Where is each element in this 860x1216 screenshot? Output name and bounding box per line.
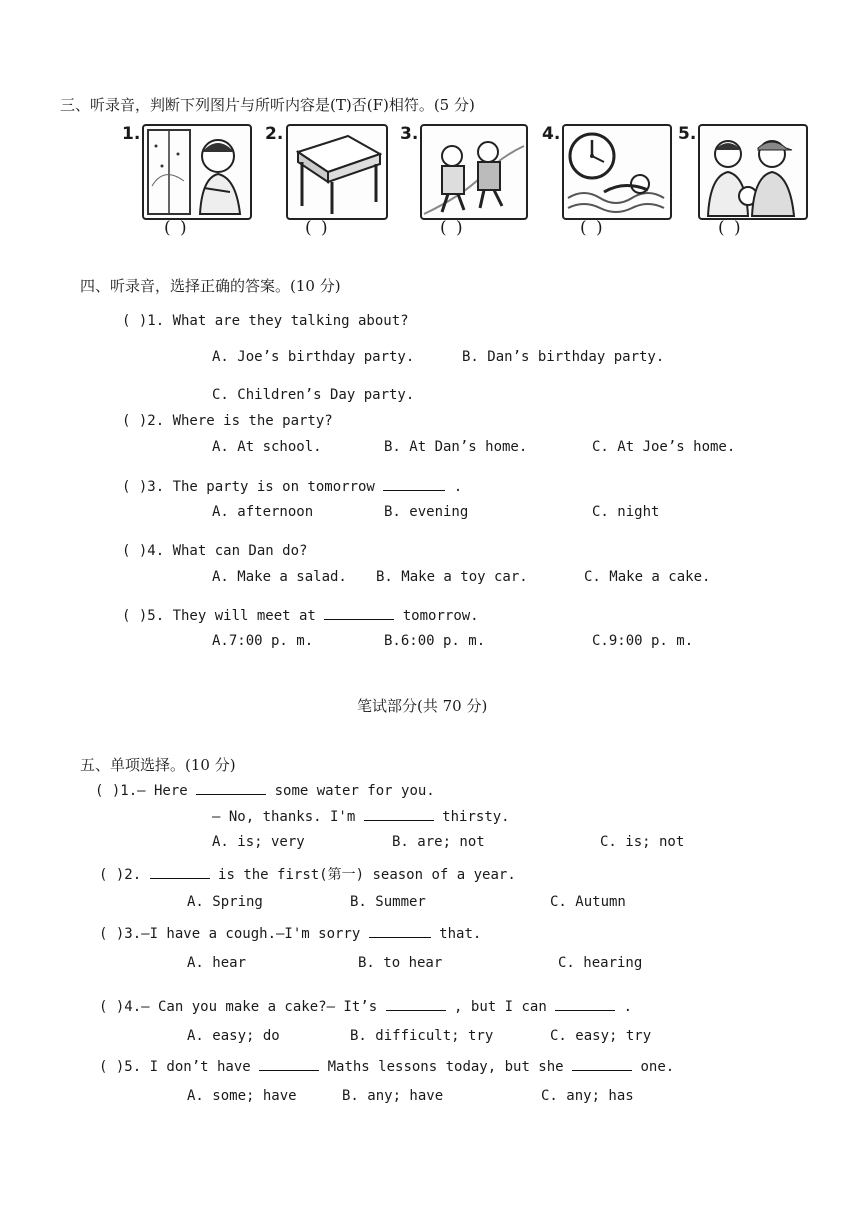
s4-question-1: ( )1. What are they talking about?	[122, 313, 409, 329]
s5-q1-blank-2[interactable]	[364, 808, 434, 821]
s5-q2-option-a[interactable]: A. Spring	[187, 894, 263, 910]
s5-q4-blank-1[interactable]	[386, 998, 446, 1011]
picture-2	[286, 124, 388, 220]
s5-question-1	[95, 782, 435, 799]
s4-question-3	[122, 478, 462, 495]
answer-paren-3[interactable]: ( )	[440, 218, 465, 238]
s5-q3-text: ( )3.—I have a cough.—I'm sorry	[99, 926, 361, 942]
s5-q2-option-b[interactable]: B. Summer	[350, 894, 426, 910]
picture-4	[562, 124, 672, 220]
section3-title: 三、听录音，判断下列图片与所听内容是(T)否(F)相符。(5 分)	[60, 96, 475, 114]
s5-question-2	[99, 864, 516, 884]
s5-q4-option-a[interactable]: A. easy; do	[187, 1028, 280, 1044]
s4-q4-option-b[interactable]: B. Make a toy car.	[376, 569, 528, 585]
s5-q4-option-b[interactable]: B. difficult; try	[350, 1028, 494, 1044]
s4-question-2: ( )2. Where is the party?	[122, 413, 333, 429]
hikers-icon	[422, 126, 526, 218]
answer-paren-4[interactable]: ( )	[580, 218, 605, 238]
s5-q3-option-a[interactable]: A. hear	[187, 955, 247, 971]
s4-q5-blank[interactable]	[324, 607, 394, 620]
s5-q4-text: ( )4.— Can you make a cake?— It’s	[99, 999, 378, 1015]
s4-q2-option-c[interactable]: C. At Joe’s home.	[592, 439, 736, 455]
s5-q4-blank-2[interactable]	[555, 998, 615, 1011]
s5-q1-option-c[interactable]: C. is; not	[600, 834, 685, 850]
picture-number-3: 3.	[400, 124, 419, 144]
s5-q5-option-c[interactable]: C. any; has	[541, 1088, 634, 1104]
s4-q3-end: .	[453, 479, 463, 495]
picture-5	[698, 124, 808, 220]
s5-q5-text-2: Maths lessons today, but she	[327, 1059, 564, 1075]
s4-q5-text: ( )5. They will meet at	[122, 608, 316, 624]
s5-q3-blank[interactable]	[369, 925, 431, 938]
picture-number-1: 1.	[122, 124, 141, 144]
s5-q5-end: one.	[640, 1059, 675, 1075]
s5-question-4	[99, 998, 632, 1015]
s5-q1-text-2: some water for you.	[274, 783, 435, 799]
written-part-title: 笔试部分(共 70 分)	[357, 697, 488, 715]
s5-q5-text: ( )5. I don’t have	[99, 1059, 251, 1075]
answer-paren-2[interactable]: ( )	[305, 218, 330, 238]
s5-q5-blank-1[interactable]	[259, 1058, 319, 1071]
desk-icon	[288, 126, 386, 218]
s5-q5-option-b[interactable]: B. any; have	[342, 1088, 444, 1104]
s4-q1-option-a[interactable]: A. Joe’s birthday party.	[212, 349, 415, 365]
s4-q5-end: tomorrow.	[402, 608, 479, 624]
s5-q1-reply-end: thirsty.	[442, 809, 510, 825]
section5-title: 五、单项选择。(10 分)	[80, 756, 236, 774]
s4-question-5	[122, 607, 479, 624]
s5-q4-text-2: , but I can	[454, 999, 547, 1015]
s4-q3-text: ( )3. The party is on tomorrow	[122, 479, 375, 495]
picture-1	[142, 124, 252, 220]
s5-q1-reply-text: — No, thanks. I'm	[212, 809, 356, 825]
s5-q2-number: ( )2.	[99, 867, 142, 883]
s5-q1-option-a[interactable]: A. is; very	[212, 834, 305, 850]
two-boys-with-ball-icon	[700, 126, 806, 218]
picture-3	[420, 124, 528, 220]
s5-q3-option-c[interactable]: C. hearing	[558, 955, 643, 971]
answer-paren-1[interactable]: ( )	[164, 218, 189, 238]
s4-q3-option-b[interactable]: B. evening	[384, 504, 469, 520]
s5-q2-blank[interactable]	[150, 866, 210, 879]
s5-q3-end: that.	[439, 926, 482, 942]
s4-q1-option-c[interactable]: C. Children’s Day party.	[212, 387, 415, 403]
s5-q5-blank-2[interactable]	[572, 1058, 632, 1071]
s4-q4-option-a[interactable]: A. Make a salad.	[212, 569, 347, 585]
cold-boy-at-window-icon	[144, 126, 250, 218]
clock-swimmer-icon	[564, 126, 670, 218]
s4-q5-option-c[interactable]: C.9:00 p. m.	[592, 633, 694, 649]
s5-question-1-reply	[212, 808, 510, 825]
answer-paren-5[interactable]: ( )	[718, 218, 743, 238]
s5-question-5	[99, 1058, 674, 1075]
s5-q1-text: ( )1.— Here	[95, 783, 188, 799]
s5-q5-option-a[interactable]: A. some; have	[187, 1088, 297, 1104]
s5-question-3	[99, 925, 481, 942]
section4-title: 四、听录音，选择正确的答案。(10 分)	[80, 277, 341, 295]
picture-number-5: 5.	[678, 124, 697, 144]
s4-q3-option-a[interactable]: A. afternoon	[212, 504, 314, 520]
s5-q2-option-c[interactable]: C. Autumn	[550, 894, 626, 910]
s5-q3-option-b[interactable]: B. to hear	[358, 955, 443, 971]
s4-q5-option-a[interactable]: A.7:00 p. m.	[212, 633, 314, 649]
s5-q1-blank-1[interactable]	[196, 782, 266, 795]
s4-q5-option-b[interactable]: B.6:00 p. m.	[384, 633, 486, 649]
s4-question-4: ( )4. What can Dan do?	[122, 543, 308, 559]
picture-number-2: 2.	[265, 124, 284, 144]
s5-q1-option-b[interactable]: B. are; not	[392, 834, 485, 850]
s5-q4-option-c[interactable]: C. easy; try	[550, 1028, 652, 1044]
s4-q2-option-b[interactable]: B. At Dan’s home.	[384, 439, 528, 455]
s5-q4-end: .	[623, 999, 633, 1015]
s5-q2-text: is the first(第一) season of a year.	[218, 867, 516, 883]
s4-q3-option-c[interactable]: C. night	[592, 504, 660, 520]
s4-q3-blank[interactable]	[383, 478, 445, 491]
s4-q1-option-b[interactable]: B. Dan’s birthday party.	[462, 349, 665, 365]
picture-number-4: 4.	[542, 124, 561, 144]
s4-q4-option-c[interactable]: C. Make a cake.	[584, 569, 711, 585]
s4-q2-option-a[interactable]: A. At school.	[212, 439, 322, 455]
